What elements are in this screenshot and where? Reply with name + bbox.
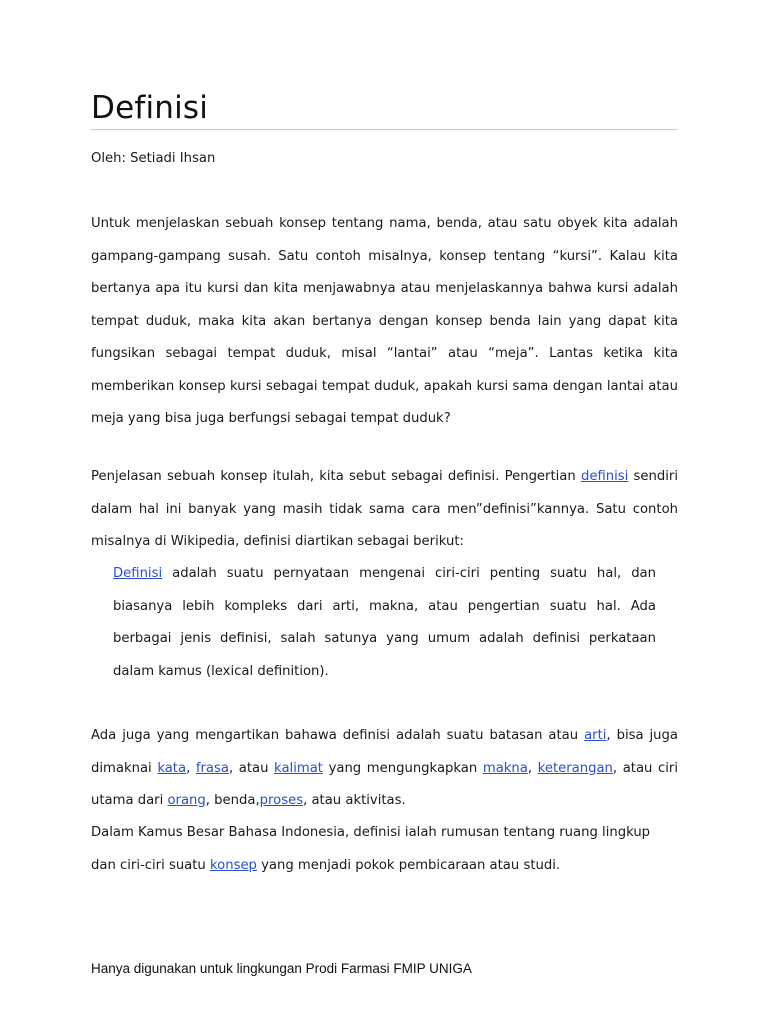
link-orang[interactable]: orang — [167, 793, 206, 808]
link-proses[interactable]: proses — [259, 793, 304, 808]
link-definisi-wikipedia[interactable]: Definisi — [113, 566, 163, 581]
paragraph-text: , atau — [228, 760, 275, 776]
paragraph-explanation — [91, 461, 678, 559]
paragraph-text: Penjelasan sebuah konsep itulah, kita sebut sebagai definisi. Pengertian — [91, 469, 581, 484]
link-frasa[interactable]: frasa — [195, 760, 229, 776]
paragraph-text: yang mengungkapkan — [322, 760, 483, 776]
paragraph-text: , benda, — [205, 793, 260, 808]
paragraph-text: , — [527, 760, 538, 776]
wikipedia-quote — [113, 558, 656, 688]
paragraph-text: Dalam Kamus Besar Bahasa Indonesia, definisi ialah rumusan tentang ruang lingkup dan ciri-ciri suatu — [91, 825, 651, 873]
author-line: Oleh: Setiadi Ihsan — [91, 151, 216, 166]
paragraph-text: , atau aktivitas. — [303, 793, 406, 808]
paragraph-text: Ada juga yang mengartikan bahawa definisi adalah suatu batasan atau — [91, 728, 585, 743]
link-kata[interactable]: kata — [157, 760, 187, 776]
link-arti[interactable]: arti — [584, 728, 607, 743]
paragraph-text: sendiri dalam hal ini banyak yang masih tidak sama cara men”definisi”kannya. Satu contoh misalnya di Wikipedia, definisi diartikan sebagai berikut: — [91, 469, 679, 549]
quote-text: adalah suatu pernyataan mengenai ciri-ciri penting suatu hal, dan biasanya lebih kompleks dari arti, makna, atau pengertian suatu hal. Ada berbagai jenis definisi, salah satunya yang umum adalah definisi perkataan dalam kamus (lexical definition). — [113, 566, 656, 679]
document-title: Definisi — [91, 90, 209, 126]
paragraph-kbbi — [91, 817, 678, 882]
link-makna[interactable]: makna — [482, 760, 528, 776]
paragraph-text: , bisa juga dimaknai — [91, 728, 678, 776]
paragraph-intro: Untuk menjelaskan sebuah konsep tentang nama, benda, atau satu obyek kita adalah gampang-gampang susah. Satu contoh misalnya, konsep tentang “kursi”. Kalau kita bertanya apa itu kursi dan kita menjawabnya atau menjelaskannya bahwa kursi adalah tempat duduk, maka kita akan bertanya dengan konsep benda lain yang dapat kita fungsikan sebagai tempat duduk, misal “lantai” atau “meja”. Lantas ketika kita memberikan konsep kursi sebagai tempat duduk, apakah kursi sama dengan lantai atau meja yang bisa juga berfungsi sebagai tempat duduk? — [91, 216, 678, 426]
paragraph-meaning — [91, 720, 678, 818]
link-keterangan[interactable]: keterangan — [537, 760, 613, 776]
title-divider — [91, 129, 678, 130]
footer-note: Hanya digunakan untuk lingkungan Prodi Farmasi FMIP UNIGA — [91, 961, 472, 976]
paragraph-text: yang menjadi pokok pembicaraan atau studi. — [256, 857, 561, 873]
link-konsep[interactable]: konsep — [209, 857, 257, 873]
link-kalimat[interactable]: kalimat — [274, 760, 323, 776]
paragraph-text: , — [186, 760, 196, 776]
link-definisi[interactable]: definisi — [580, 469, 629, 484]
paragraph-text: , atau ciri utama dari — [91, 760, 678, 808]
